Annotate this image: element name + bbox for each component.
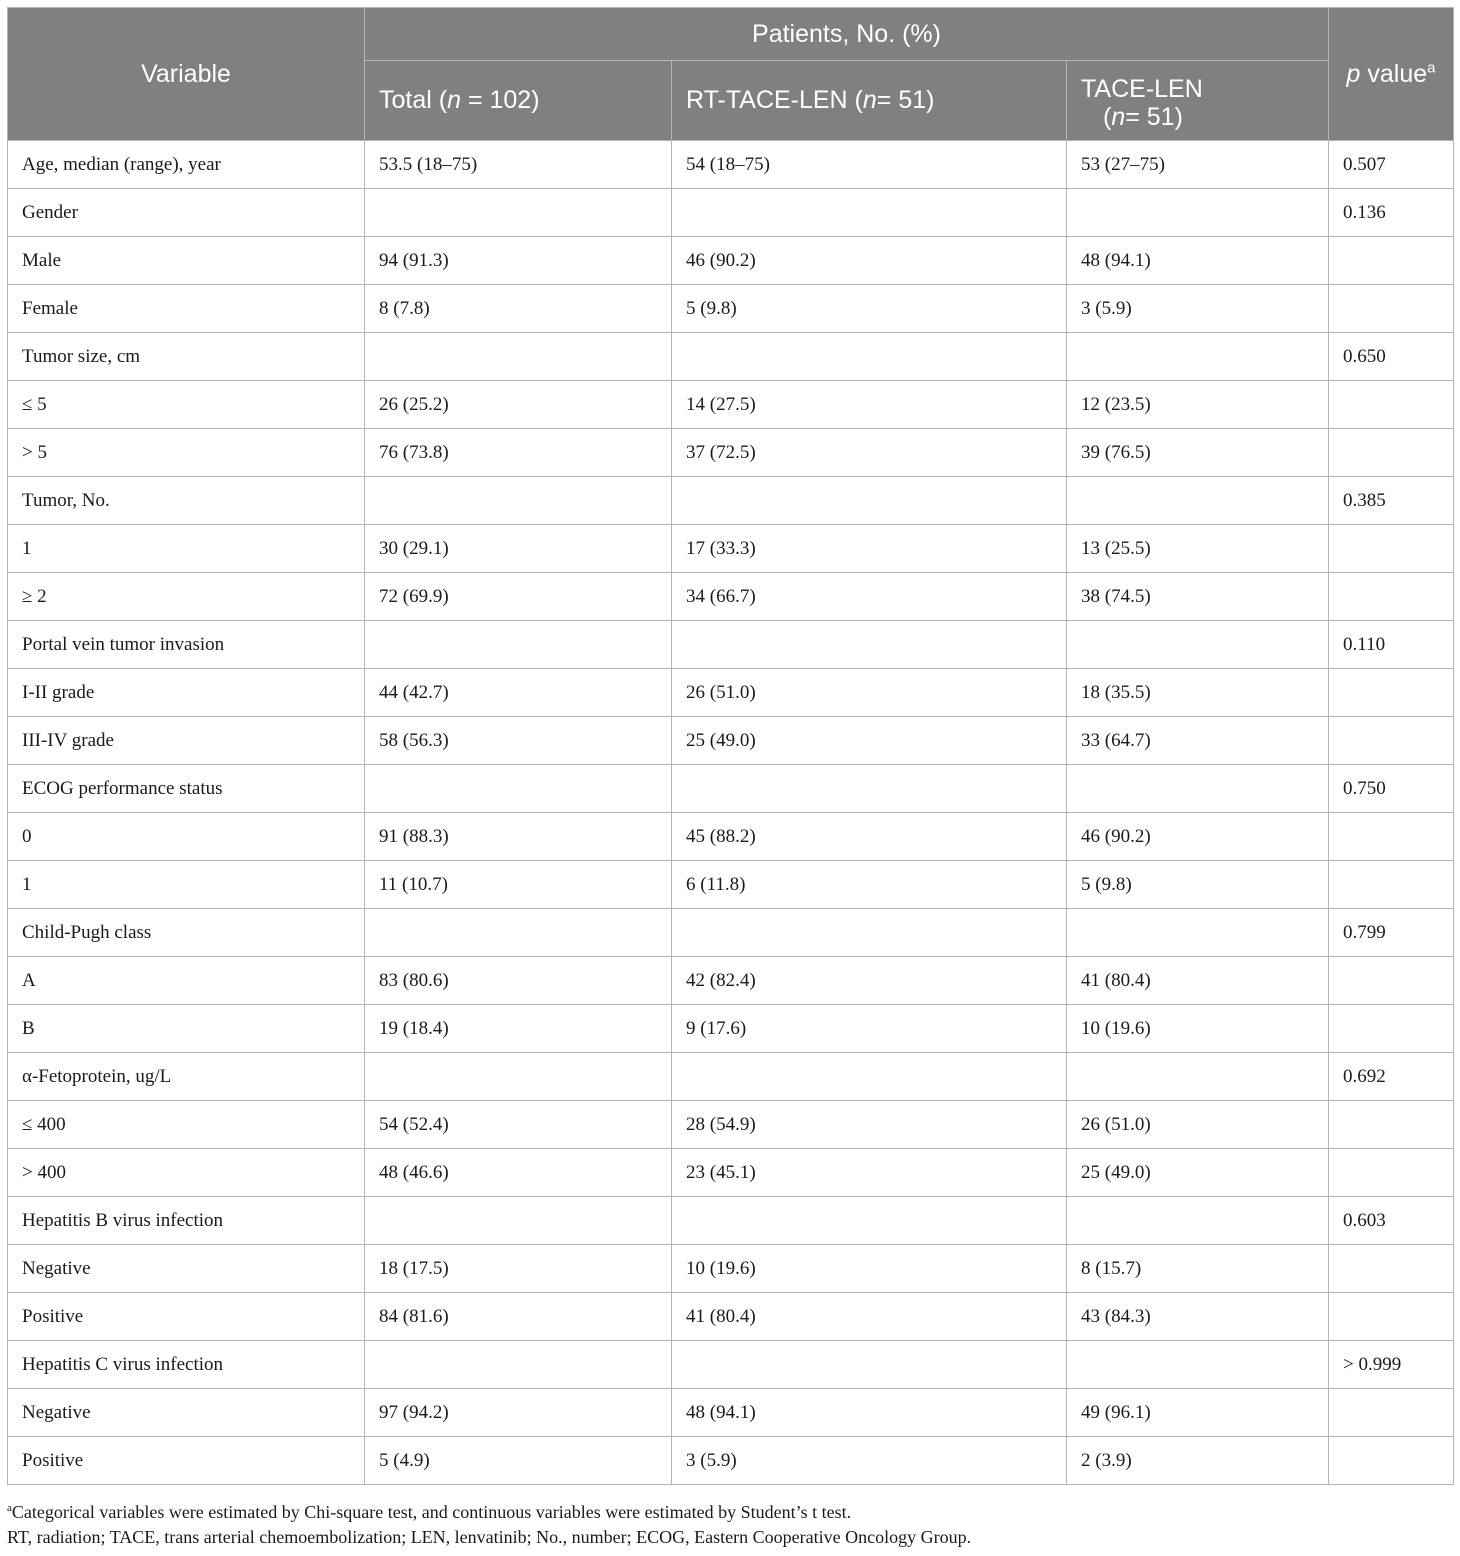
cell-rt-tace-len: 28 (54.9) xyxy=(672,1101,1067,1149)
cell-variable: > 400 xyxy=(8,1149,365,1197)
cell-rt-tace-len xyxy=(672,1053,1067,1101)
header-patients-group: Patients, No. (%) xyxy=(365,8,1329,61)
cell-tace-len xyxy=(1067,765,1329,813)
cell-total: 83 (80.6) xyxy=(365,957,672,1005)
table-row xyxy=(8,717,1454,765)
cell-p-value xyxy=(1329,717,1454,765)
cell-tace-len xyxy=(1067,621,1329,669)
cell-rt-tace-len: 14 (27.5) xyxy=(672,381,1067,429)
cell-total xyxy=(365,621,672,669)
cell-variable: B xyxy=(8,1005,365,1053)
cell-p-value: 0.110 xyxy=(1329,621,1454,669)
cell-rt-tace-len: 37 (72.5) xyxy=(672,429,1067,477)
cell-rt-tace-len: 54 (18–75) xyxy=(672,141,1067,189)
table-row xyxy=(8,909,1454,957)
cell-variable: Gender xyxy=(8,189,365,237)
header-variable: Variable xyxy=(8,8,365,141)
table-row xyxy=(8,237,1454,285)
header-tace-len: TACE-LEN (n= 51) xyxy=(1067,61,1329,141)
cell-rt-tace-len xyxy=(672,189,1067,237)
cell-tace-len: 10 (19.6) xyxy=(1067,1005,1329,1053)
cell-variable: Tumor size, cm xyxy=(8,333,365,381)
cell-rt-tace-len: 23 (45.1) xyxy=(672,1149,1067,1197)
table-row xyxy=(8,1101,1454,1149)
cell-rt-tace-len xyxy=(672,621,1067,669)
cell-total: 84 (81.6) xyxy=(365,1293,672,1341)
cell-total xyxy=(365,477,672,525)
cell-total: 8 (7.8) xyxy=(365,285,672,333)
cell-tace-len xyxy=(1067,189,1329,237)
footnote-abbreviations: RT, radiation; TACE, trans arterial chemoembolization; LEN, lenvatinib; No., number; ECOG, Eastern Cooperative Oncology Group. xyxy=(7,1527,972,1547)
table-row xyxy=(8,189,1454,237)
cell-p-value: 0.136 xyxy=(1329,189,1454,237)
cell-p-value xyxy=(1329,573,1454,621)
cell-p-value xyxy=(1329,1389,1454,1437)
cell-p-value xyxy=(1329,1293,1454,1341)
cell-tace-len: 8 (15.7) xyxy=(1067,1245,1329,1293)
cell-total xyxy=(365,909,672,957)
cell-tace-len: 43 (84.3) xyxy=(1067,1293,1329,1341)
cell-variable: Tumor, No. xyxy=(8,477,365,525)
cell-p-value: 0.603 xyxy=(1329,1197,1454,1245)
cell-rt-tace-len: 10 (19.6) xyxy=(672,1245,1067,1293)
cell-p-value: 0.507 xyxy=(1329,141,1454,189)
table-row xyxy=(8,813,1454,861)
table-body xyxy=(8,141,1454,1485)
table-row xyxy=(8,525,1454,573)
cell-tace-len xyxy=(1067,1341,1329,1389)
cell-p-value xyxy=(1329,957,1454,1005)
table-row xyxy=(8,1437,1454,1485)
header-rt-tace-len: RT-TACE-LEN (n= 51) xyxy=(672,61,1067,141)
cell-total: 53.5 (18–75) xyxy=(365,141,672,189)
table-row xyxy=(8,333,1454,381)
table-row xyxy=(8,1005,1454,1053)
header-total: Total (n = 102) xyxy=(365,61,672,141)
cell-rt-tace-len xyxy=(672,1197,1067,1245)
cell-p-value xyxy=(1329,237,1454,285)
cell-tace-len: 2 (3.9) xyxy=(1067,1437,1329,1485)
table-row xyxy=(8,1053,1454,1101)
cell-rt-tace-len xyxy=(672,909,1067,957)
cell-total xyxy=(365,765,672,813)
cell-p-value xyxy=(1329,1245,1454,1293)
cell-p-value xyxy=(1329,1149,1454,1197)
cell-rt-tace-len: 3 (5.9) xyxy=(672,1437,1067,1485)
cell-tace-len: 39 (76.5) xyxy=(1067,429,1329,477)
cell-rt-tace-len: 6 (11.8) xyxy=(672,861,1067,909)
cell-p-value xyxy=(1329,1437,1454,1485)
cell-tace-len: 26 (51.0) xyxy=(1067,1101,1329,1149)
table-row xyxy=(8,1341,1454,1389)
cell-total: 91 (88.3) xyxy=(365,813,672,861)
baseline-characteristics-table xyxy=(7,7,1454,1485)
cell-variable: Age, median (range), year xyxy=(8,141,365,189)
footnote-a: $^a$Categorical variables were estimated by Chi-square test, and continuous variables were estimated by Student’s t test. xyxy=(7,1502,852,1522)
table-row xyxy=(8,285,1454,333)
cell-variable: Negative xyxy=(8,1389,365,1437)
cell-variable: Positive xyxy=(8,1437,365,1485)
cell-p-value xyxy=(1329,381,1454,429)
cell-tace-len: 12 (23.5) xyxy=(1067,381,1329,429)
cell-variable: III-IV grade xyxy=(8,717,365,765)
cell-total: 11 (10.7) xyxy=(365,861,672,909)
cell-total xyxy=(365,1341,672,1389)
cell-variable: Female xyxy=(8,285,365,333)
cell-p-value xyxy=(1329,861,1454,909)
cell-total: 94 (91.3) xyxy=(365,237,672,285)
cell-rt-tace-len: 17 (33.3) xyxy=(672,525,1067,573)
cell-total: 44 (42.7) xyxy=(365,669,672,717)
cell-variable: ≤ 5 xyxy=(8,381,365,429)
cell-p-value xyxy=(1329,1101,1454,1149)
cell-tace-len xyxy=(1067,333,1329,381)
cell-tace-len: 41 (80.4) xyxy=(1067,957,1329,1005)
cell-p-value xyxy=(1329,525,1454,573)
cell-tace-len xyxy=(1067,1197,1329,1245)
cell-tace-len: 33 (64.7) xyxy=(1067,717,1329,765)
cell-p-value: 0.750 xyxy=(1329,765,1454,813)
cell-total: 72 (69.9) xyxy=(365,573,672,621)
cell-rt-tace-len: 48 (94.1) xyxy=(672,1389,1067,1437)
cell-tace-len: 18 (35.5) xyxy=(1067,669,1329,717)
cell-variable: Hepatitis B virus infection xyxy=(8,1197,365,1245)
table-row xyxy=(8,141,1454,189)
cell-total xyxy=(365,189,672,237)
cell-rt-tace-len: 45 (88.2) xyxy=(672,813,1067,861)
cell-total: 76 (73.8) xyxy=(365,429,672,477)
cell-variable: Male xyxy=(8,237,365,285)
table-row xyxy=(8,1293,1454,1341)
cell-tace-len xyxy=(1067,1053,1329,1101)
cell-rt-tace-len: 26 (51.0) xyxy=(672,669,1067,717)
cell-tace-len: 25 (49.0) xyxy=(1067,1149,1329,1197)
cell-rt-tace-len xyxy=(672,765,1067,813)
cell-variable: 1 xyxy=(8,525,365,573)
cell-tace-len: 38 (74.5) xyxy=(1067,573,1329,621)
cell-variable: Portal vein tumor invasion xyxy=(8,621,365,669)
cell-tace-len: 3 (5.9) xyxy=(1067,285,1329,333)
cell-total: 18 (17.5) xyxy=(365,1245,672,1293)
cell-total: 26 (25.2) xyxy=(365,381,672,429)
cell-rt-tace-len: 41 (80.4) xyxy=(672,1293,1067,1341)
table-row xyxy=(8,1197,1454,1245)
cell-total: 97 (94.2) xyxy=(365,1389,672,1437)
table-row xyxy=(8,957,1454,1005)
cell-total xyxy=(365,333,672,381)
cell-rt-tace-len: 9 (17.6) xyxy=(672,1005,1067,1053)
cell-rt-tace-len: 42 (82.4) xyxy=(672,957,1067,1005)
table-row xyxy=(8,669,1454,717)
cell-rt-tace-len: 34 (66.7) xyxy=(672,573,1067,621)
cell-p-value xyxy=(1329,285,1454,333)
cell-variable: Child-Pugh class xyxy=(8,909,365,957)
table-row xyxy=(8,1149,1454,1197)
cell-variable: ≥ 2 xyxy=(8,573,365,621)
cell-variable: α-Fetoprotein, ug/L xyxy=(8,1053,365,1101)
cell-p-value: 0.650 xyxy=(1329,333,1454,381)
cell-rt-tace-len: 25 (49.0) xyxy=(672,717,1067,765)
cell-rt-tace-len: 5 (9.8) xyxy=(672,285,1067,333)
cell-variable: ECOG performance status xyxy=(8,765,365,813)
cell-total: 48 (46.6) xyxy=(365,1149,672,1197)
cell-tace-len: 13 (25.5) xyxy=(1067,525,1329,573)
cell-rt-tace-len: 46 (90.2) xyxy=(672,237,1067,285)
cell-variable: Positive xyxy=(8,1293,365,1341)
cell-total xyxy=(365,1197,672,1245)
cell-variable: ≤ 400 xyxy=(8,1101,365,1149)
cell-p-value: 0.692 xyxy=(1329,1053,1454,1101)
cell-p-value: 0.799 xyxy=(1329,909,1454,957)
table-row xyxy=(8,861,1454,909)
cell-p-value: 0.385 xyxy=(1329,477,1454,525)
cell-tace-len: 49 (96.1) xyxy=(1067,1389,1329,1437)
cell-p-value: > 0.999 xyxy=(1329,1341,1454,1389)
cell-tace-len xyxy=(1067,477,1329,525)
table-row xyxy=(8,381,1454,429)
table-row xyxy=(8,1245,1454,1293)
table-row xyxy=(8,429,1454,477)
table-row xyxy=(8,1389,1454,1437)
cell-variable: I-II grade xyxy=(8,669,365,717)
cell-total: 58 (56.3) xyxy=(365,717,672,765)
cell-rt-tace-len xyxy=(672,477,1067,525)
cell-total: 19 (18.4) xyxy=(365,1005,672,1053)
table-row xyxy=(8,765,1454,813)
cell-total: 54 (52.4) xyxy=(365,1101,672,1149)
cell-rt-tace-len xyxy=(672,333,1067,381)
cell-variable: > 5 xyxy=(8,429,365,477)
cell-variable: Hepatitis C virus infection xyxy=(8,1341,365,1389)
cell-tace-len: 48 (94.1) xyxy=(1067,237,1329,285)
table-row xyxy=(8,573,1454,621)
cell-p-value xyxy=(1329,429,1454,477)
table-row xyxy=(8,621,1454,669)
table-row xyxy=(8,477,1454,525)
cell-total: 30 (29.1) xyxy=(365,525,672,573)
cell-tace-len: 46 (90.2) xyxy=(1067,813,1329,861)
cell-variable: 1 xyxy=(8,861,365,909)
cell-variable: 0 xyxy=(8,813,365,861)
cell-variable: A xyxy=(8,957,365,1005)
cell-rt-tace-len xyxy=(672,1341,1067,1389)
cell-p-value xyxy=(1329,813,1454,861)
table-footnotes xyxy=(7,1500,1453,1550)
cell-tace-len: 5 (9.8) xyxy=(1067,861,1329,909)
cell-tace-len xyxy=(1067,909,1329,957)
cell-p-value xyxy=(1329,1005,1454,1053)
table-header xyxy=(8,8,1454,141)
cell-variable: Negative xyxy=(8,1245,365,1293)
cell-total xyxy=(365,1053,672,1101)
cell-total: 5 (4.9) xyxy=(365,1437,672,1485)
header-p-value: p value$^a$ xyxy=(1329,8,1454,141)
cell-p-value xyxy=(1329,669,1454,717)
cell-tace-len: 53 (27–75) xyxy=(1067,141,1329,189)
